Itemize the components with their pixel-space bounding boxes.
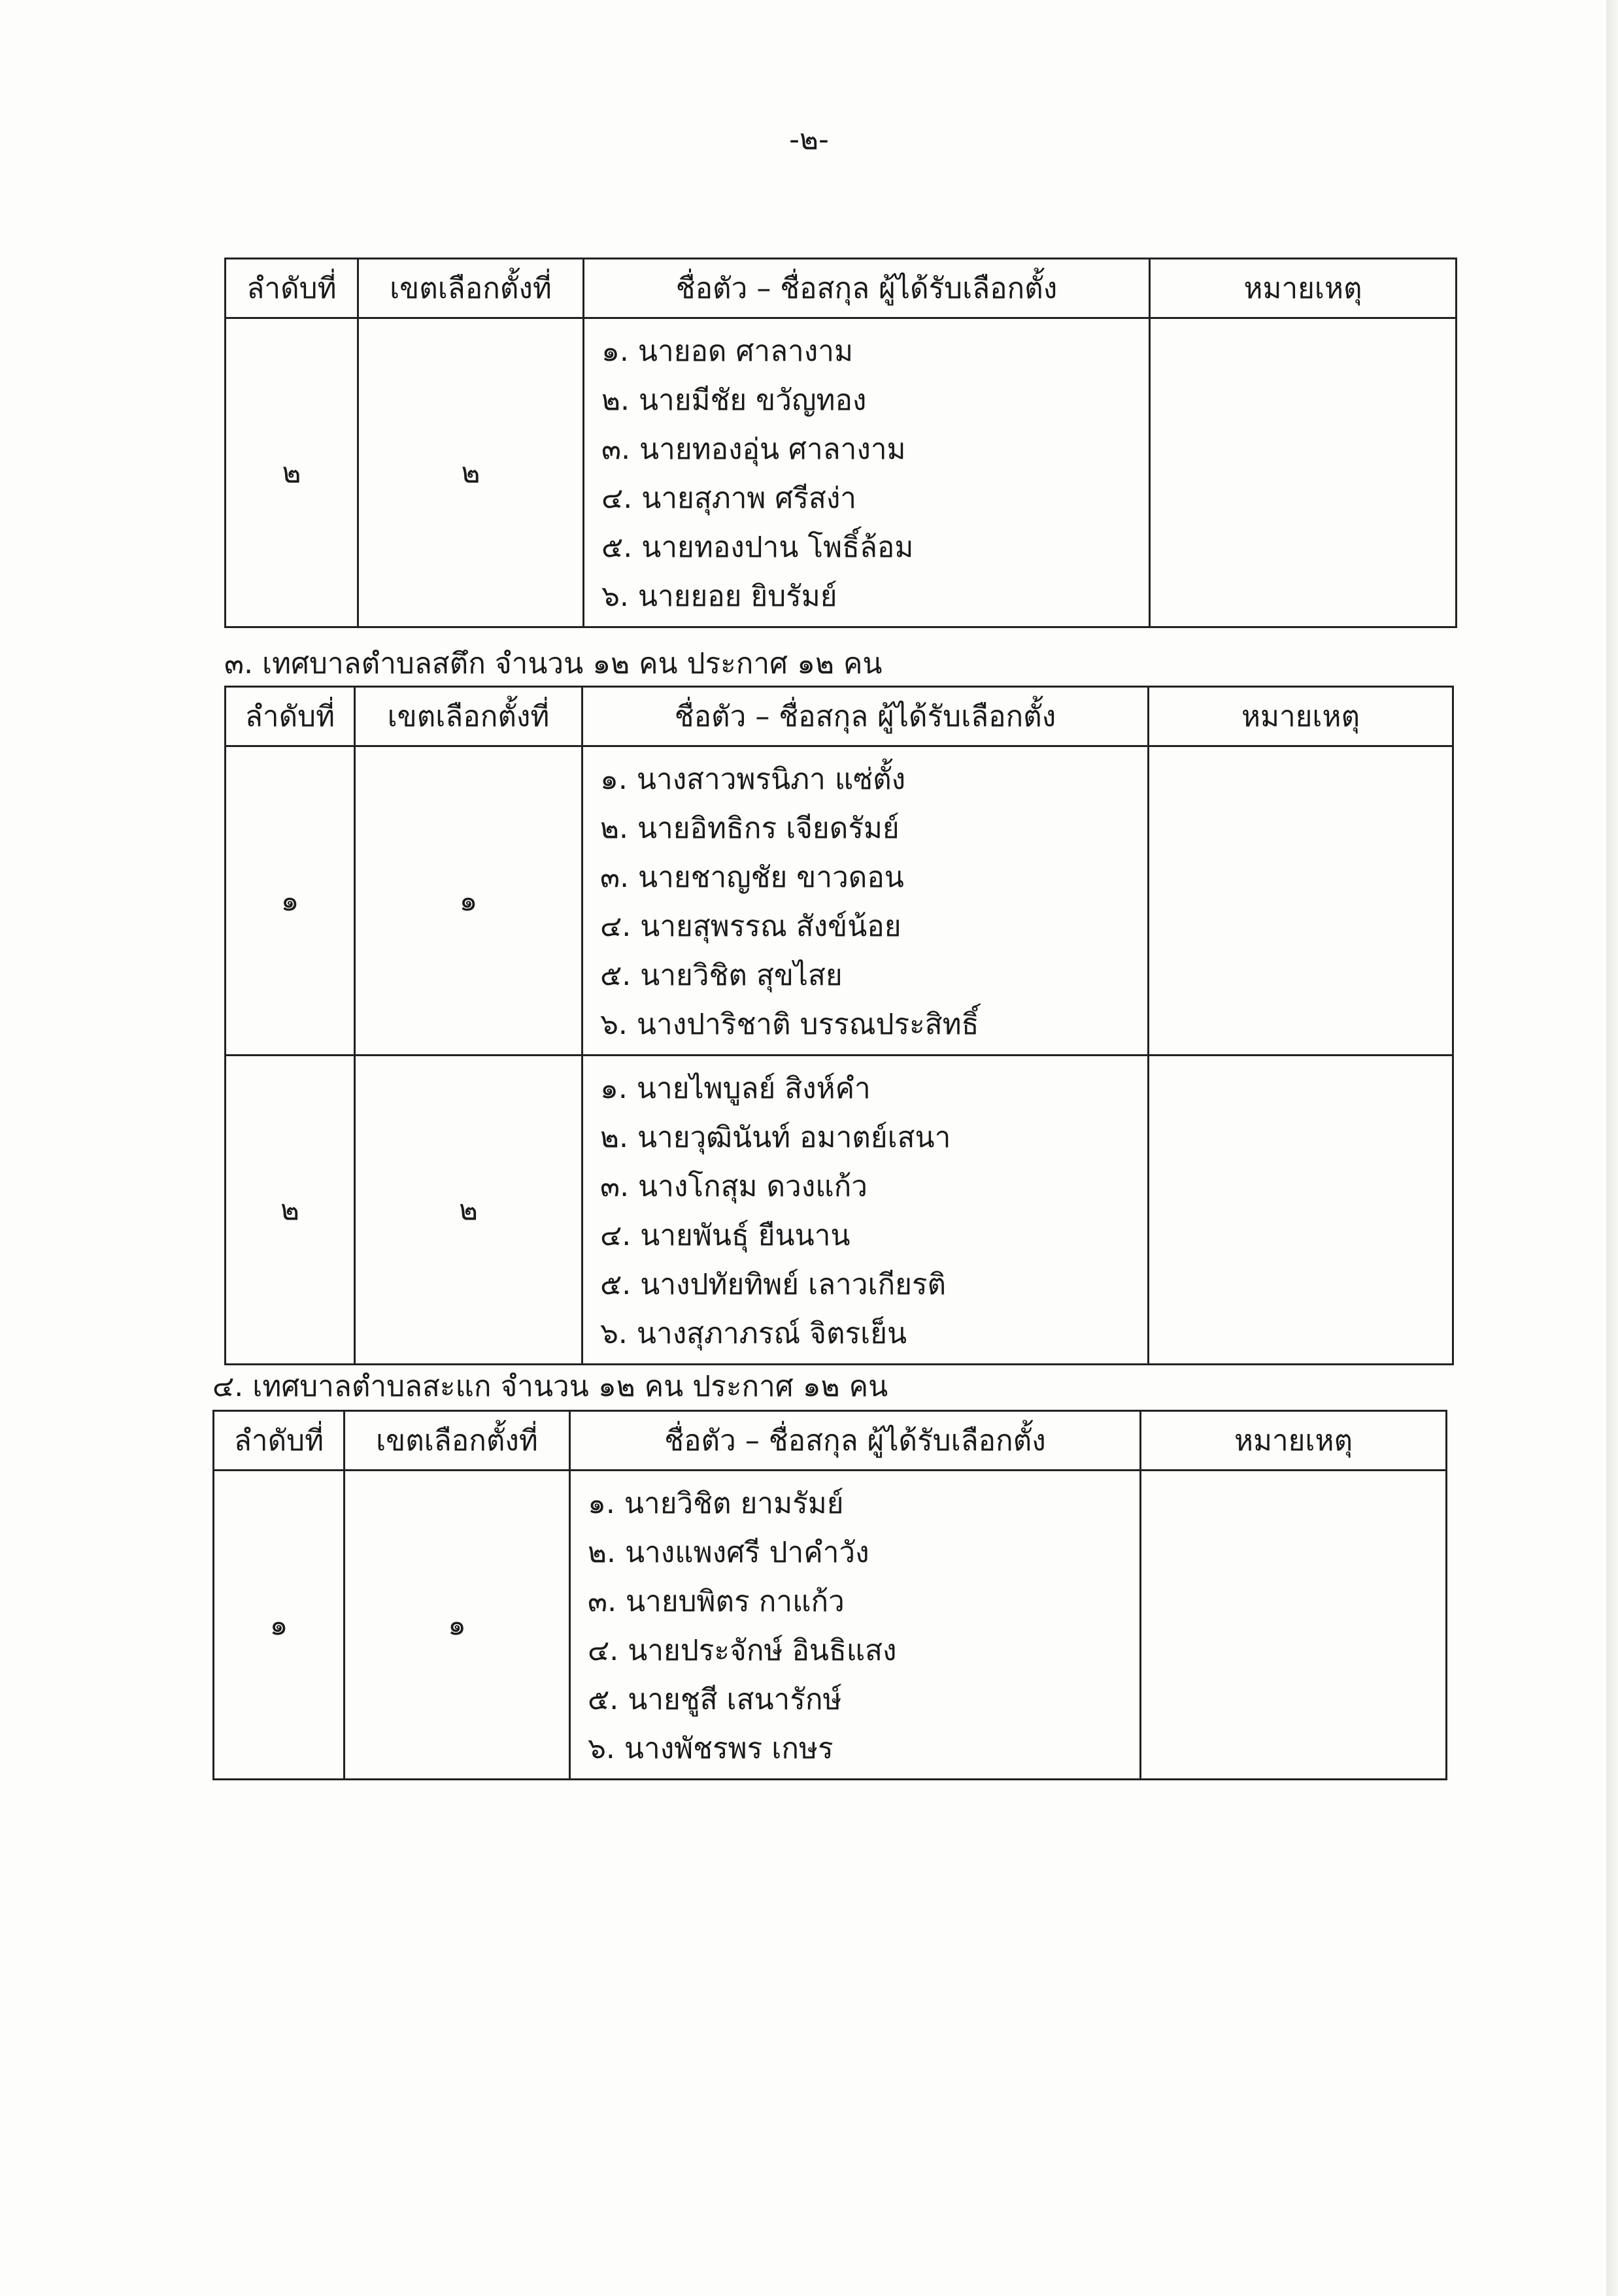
elected-name: ๓. นายชาญชัย ขาวดอน xyxy=(600,861,904,894)
header-order: ลำดับที่ xyxy=(226,259,358,318)
header-district: เขตเลือกตั้งที่ xyxy=(355,687,582,746)
names-cell xyxy=(570,1471,1141,1780)
results-table-1 xyxy=(224,258,1457,628)
elected-name: ๖. นายยอย ยิบรัมย์ xyxy=(601,580,837,613)
header-order: ลำดับที่ xyxy=(214,1411,345,1471)
district-cell: ๒ xyxy=(358,318,584,627)
elected-name: ๖. นางปาริชาติ บรรณประสิทธิ์ xyxy=(600,1008,979,1041)
elected-name: ๓. นางโกสุม ดวงแก้ว xyxy=(600,1170,868,1203)
elected-name: ๕. นายชูสี เสนารักษ์ xyxy=(588,1683,842,1716)
elected-name: ๖. นางสุภาภรณ์ จิตรเย็น xyxy=(600,1317,907,1350)
elected-name: ๓. นายทองอุ่น ศาลางาม xyxy=(601,433,906,466)
remark-cell xyxy=(1149,746,1453,1056)
elected-name: ๓. นายบพิตร กาแก้ว xyxy=(588,1585,845,1618)
results-table-3 xyxy=(212,1410,1447,1780)
elected-name: ๒. นายวุฒินันท์ อมาตย์เสนา xyxy=(600,1121,951,1154)
table-row xyxy=(226,318,1457,627)
table-header-row xyxy=(226,687,1453,746)
table-row xyxy=(214,1471,1447,1780)
elected-name: ๒. นายมีชัย ขวัญทอง xyxy=(601,384,867,417)
elected-name: ๔. นายสุพรรณ สังข์น้อย xyxy=(600,910,902,943)
elected-name: ๕. นายทองปาน โพธิ์ล้อม xyxy=(601,531,914,564)
names-cell xyxy=(582,1056,1149,1365)
remark-cell xyxy=(1150,318,1457,627)
elected-name: ๔. นายพันธุ์ ยืนนาน xyxy=(600,1219,851,1252)
header-name: ชื่อตัว – ชื่อสกุล ผู้ได้รับเลือกตั้ง xyxy=(570,1411,1141,1471)
elected-name: ๑. นายอด ศาลางาม xyxy=(601,335,853,368)
elected-name: ๒. นายอิทธิกร เจียดรัมย์ xyxy=(600,812,900,845)
district-cell: ๑ xyxy=(345,1471,570,1780)
table-row xyxy=(226,746,1453,1056)
elected-name: ๑. นายวิชิต ยามรัมย์ xyxy=(588,1487,844,1520)
results-table-2 xyxy=(224,686,1454,1365)
order-cell: ๒ xyxy=(226,318,358,627)
elected-name: ๕. นายวิชิต สุขไสย xyxy=(600,959,843,992)
header-order: ลำดับที่ xyxy=(226,687,355,746)
elected-name: ๔. นายประจักษ์ อินธิแสง xyxy=(588,1634,897,1667)
header-name: ชื่อตัว – ชื่อสกุล ผู้ได้รับเลือกตั้ง xyxy=(584,259,1150,318)
page-edge-shadow xyxy=(1606,0,1618,2296)
order-cell: ๑ xyxy=(226,746,355,1056)
section-title: ๔. เทศบาลตำบลสะแก จำนวน ๑๒ คน ประกาศ ๑๒ คน xyxy=(212,1370,888,1403)
elected-name: ๑. นางสาวพรนิภา แซ่ตั้ง xyxy=(600,763,906,796)
remark-cell xyxy=(1141,1471,1447,1780)
district-cell: ๒ xyxy=(355,1056,582,1365)
table-row xyxy=(226,1056,1453,1365)
header-name: ชื่อตัว – ชื่อสกุล ผู้ได้รับเลือกตั้ง xyxy=(582,687,1149,746)
table-header-row xyxy=(226,259,1457,318)
order-cell: ๑ xyxy=(214,1471,345,1780)
header-remark: หมายเหตุ xyxy=(1149,687,1453,746)
elected-name: ๑. นายไพบูลย์ สิงห์คำ xyxy=(600,1072,871,1105)
table-header-row xyxy=(214,1411,1447,1471)
section-title: ๓. เทศบาลตำบลสตึก จำนวน ๑๒ คน ประกาศ ๑๒ คน xyxy=(224,647,883,680)
names-cell xyxy=(582,746,1149,1056)
page-number: -๒- xyxy=(789,123,829,156)
remark-cell xyxy=(1149,1056,1453,1365)
header-district: เขตเลือกตั้งที่ xyxy=(358,259,584,318)
header-remark: หมายเหตุ xyxy=(1150,259,1457,318)
elected-name: ๕. นางปทัยทิพย์ เลาวเกียรติ xyxy=(600,1268,947,1301)
elected-name: ๖. นางพัชรพร เกษร xyxy=(588,1732,834,1765)
order-cell: ๒ xyxy=(226,1056,355,1365)
header-district: เขตเลือกตั้งที่ xyxy=(345,1411,570,1471)
elected-name: ๔. นายสุภาพ ศรีสง่า xyxy=(601,482,857,515)
header-remark: หมายเหตุ xyxy=(1141,1411,1447,1471)
elected-name: ๒. นางแพงศรี ปาคำวัง xyxy=(588,1536,869,1569)
names-cell xyxy=(584,318,1150,627)
district-cell: ๑ xyxy=(355,746,582,1056)
